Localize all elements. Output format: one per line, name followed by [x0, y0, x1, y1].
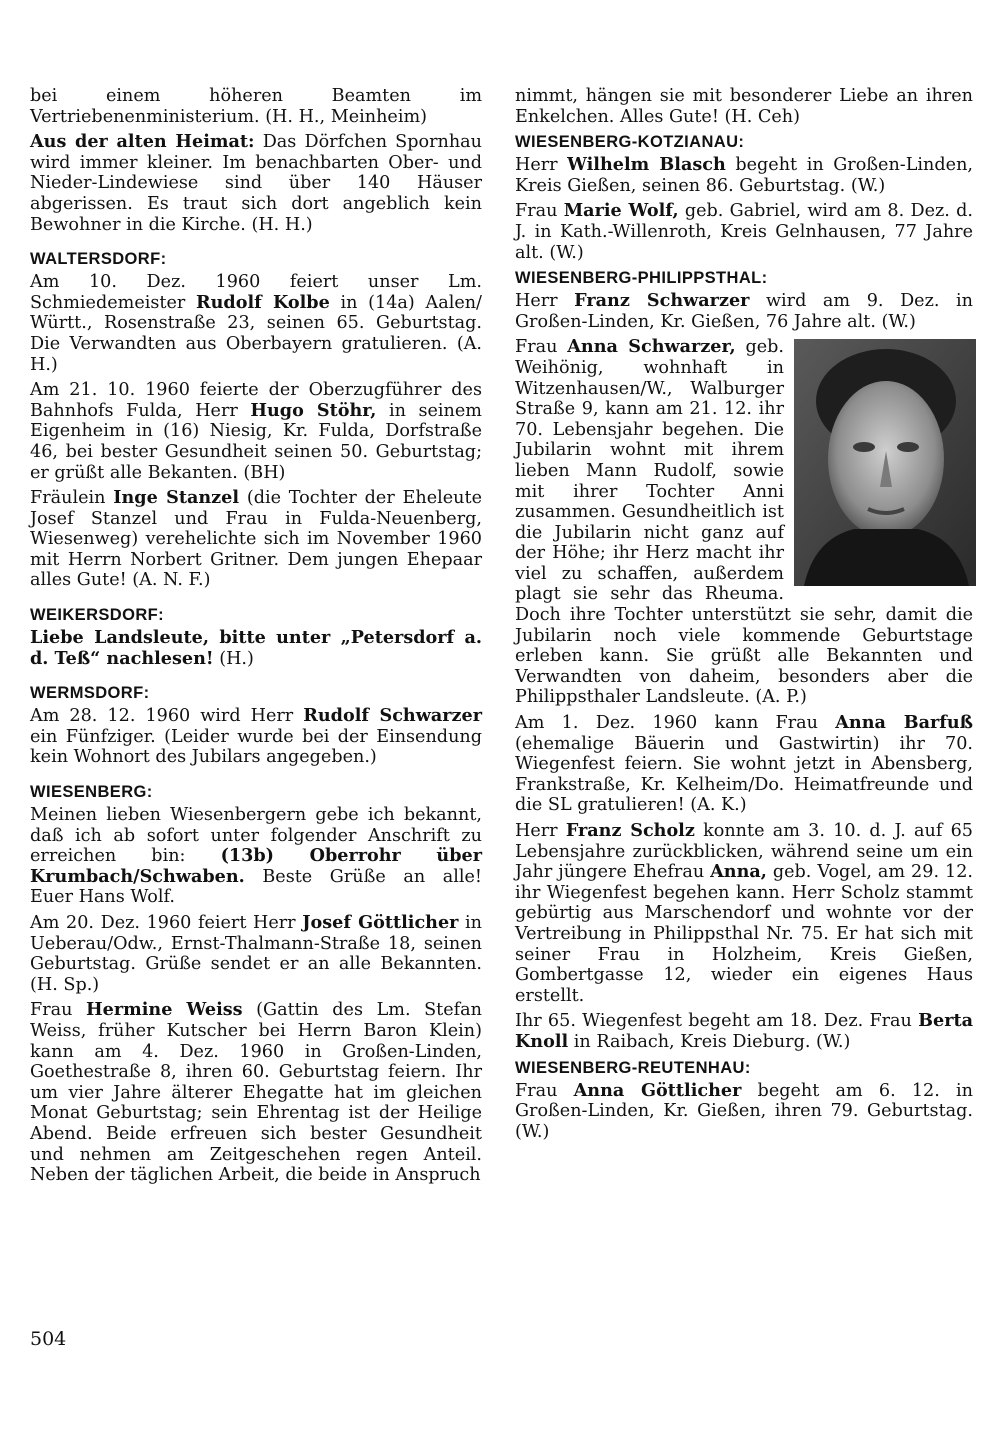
right-column — [515, 86, 973, 1147]
portrait-image — [794, 339, 976, 586]
paragraph: Frau Anna Schwarzer, geb. Weihönig, wohnhaft in Witzenhausen/W., Walburger Straße 9, kann am 21. 12. ihr 70. Lebensjahr begehen. Die Jubilarin wohnt mit ihrem lieben Mann Rudolf, sowie mit ihrer Tochter Anni zusammen. Gesundheitlich ist die Jubilarin nicht ganz auf der Höhe; ihr Herz macht ihr viel zu schaffen, außerdem plagt sie sehr das Rheuma. Doch ihre Tochter unterstützt sie sehr, damit die Jubilarin noch viele kommende Geburtstage erleben kann. Sie grüßt alle Bekannten und Verwandten von daheim, besonders aber die Philippsthaler Landsleute. (A. P.) — [515, 337, 973, 708]
paragraph: Ihr 65. Wiegenfest begeht am 18. Dez. Frau Berta Knoll in Raibach, Kreis Dieburg. (W.) — [515, 1010, 973, 1052]
section-heading-reutenhau: WIESENBERG-REUTENHAU: — [515, 1058, 751, 1077]
left-column — [30, 86, 482, 1191]
portrait-photo — [794, 339, 976, 586]
paragraph: Herr Wilhelm Blasch begeht in Großen-Linden, Kreis Gießen, seinen 86. Geburtstag. (W.) — [515, 154, 973, 196]
paragraph: bei einem höheren Beamten im Vertriebenenministerium. (H. H., Meinheim) — [30, 86, 482, 127]
section-heading-weikersdorf: WEIKERSDORF: — [30, 606, 165, 625]
section-heading-philippsthal: WIESENBERG-PHILIPPSTHAL: — [515, 269, 768, 288]
paragraph: Meinen lieben Wiesenbergern gebe ich bekannt, daß ich ab sofort unter folgender Anschrift zu erreichen bin: (13b) Oberrohr über Krumbach/Schwaben. Beste Grüße an alle! Euer Hans Wolf. — [30, 805, 482, 908]
paragraph: nimmt, hängen sie mit besonderer Liebe an ihren Enkelchen. Alles Gute! (H. Ceh) — [515, 86, 973, 127]
paragraph: Frau Hermine Weiss (Gattin des Lm. Stefan Weiss, früher Kutscher bei Herrn Baron Klein) kann am 4. Dez. 1960 in Großen-Linden, Goethestraße 8, ihren 60. Geburtstag feiern. Ihr um vier Jahre älterer Ehegatte hat im gleichen Monat Geburtstag; sein Ehrentag ist der Heilige Abend. Beide erfreuen sich bester Gesundheit und nehmen am Zeitgeschehen regen Anteil. Neben der täglichen Arbeit, die beide in Anspruch — [30, 999, 482, 1186]
page-number: 504 — [30, 1328, 67, 1350]
paragraph: Frau Anna Göttlicher begeht am 6. 12. in Großen-Linden, Kr. Gießen, ihren 79. Geburtstag. (W.) — [515, 1079, 974, 1142]
paragraph: Aus der alten Heimat: Das Dörfchen Spornhau wird immer kleiner. Im benachbarten Ober- und Nieder-Lindewiese sind über 140 Häuser abgerissen. Es traut sich dort angeblich kein Bewohner in die Kirche. (H. H.) — [30, 131, 482, 235]
paragraph: Liebe Landsleute, bitte unter „Petersdorf a. d. Teß“ nachlesen! (H.) — [30, 627, 482, 669]
section-heading-kotzianau: WIESENBERG-KOTZIANAU: — [515, 133, 745, 152]
paragraph: Am 28. 12. 1960 wird Herr Rudolf Schwarzer ein Fünfziger. (Leider wurde bei der Einsendung kein Wohnort des Jubilars angegeben.) — [30, 705, 482, 768]
section-heading-waltersdorf: WALTERSDORF: — [30, 250, 167, 269]
paragraph: Am 1. Dez. 1960 kann Frau Anna Barfuß (ehemalige Bäuerin und Gastwirtin) ihr 70. Wiegenfest feiern. Sie wohnt jetzt in Abensberg, Frankstraße, Kr. Kelheim/Do. Heimatfreunde und die SL gratulieren! (A. K.) — [515, 712, 973, 816]
paragraph: Am 20. Dez. 1960 feiert Herr Josef Göttlicher in Ueberau/Odw., Ernst-Thalmann-Straße 18, seinen Geburtstag. Grüße sendet er an alle Bekannten. (H. Sp.) — [30, 912, 482, 995]
section-heading-wiesenberg: WIESENBERG: — [30, 783, 153, 802]
paragraph: Frau Marie Wolf, geb. Gabriel, wird am 8. Dez. d. J. in Kath.-Willenroth, Kreis Gelnhausen, 77 Jahre alt. (W.) — [515, 200, 973, 263]
paragraph: Am 21. 10. 1960 feierte der Oberzugführer des Bahnhofs Fulda, Herr Hugo Stöhr, in seinem Eigenheim in (16) Niesig, Kr. Fulda, Dorfstraße 46, bei bester Gesundheit seinen 50. Geburtstag; er grüßt alle Bekanten. (BH) — [30, 380, 482, 483]
paragraph: Fräulein Inge Stanzel (die Tochter der Eheleute Josef Stanzel und Frau in Fulda-Neuenberg, Wiesenweg) verehelichte sich im November 1960 mit Herrn Norbert Gritner. Dem jungen Ehepaar alles Gute! (A. N. F.) — [30, 487, 482, 591]
paragraph: Am 10. Dez. 1960 feiert unser Lm. Schmiedemeister Rudolf Kolbe in (14a) Aalen/ Württ., Rosenstraße 23, seinen 65. Geburtstag. Die Verwandten aus Oberbayern gratulieren. (A. H.) — [30, 272, 482, 375]
paragraph: Herr Franz Schwarzer wird am 9. Dez. in Großen-Linden, Kr. Gießen, 76 Jahre alt. (W.) — [515, 290, 973, 332]
section-heading-wermsdorf: WERMSDORF: — [30, 684, 150, 703]
paragraph: Herr Franz Scholz konnte am 3. 10. d. J. auf 65 Lebensjahre zurückblicken, während seine um ein Jahr jüngere Ehefrau Anna, geb. Vogel, am 29. 12. ihr Wiegenfest begehen kann. Herr Scholz stammt gebürtig aus Marschendorf und wohnte vor der Vertreibung in Philippsthal Nr. 75. Er hat sich mit seiner Frau in Holzheim, Kreis Gießen, Gombertgasse 12, wieder ein eigenes Haus erstellt. — [515, 820, 973, 1006]
